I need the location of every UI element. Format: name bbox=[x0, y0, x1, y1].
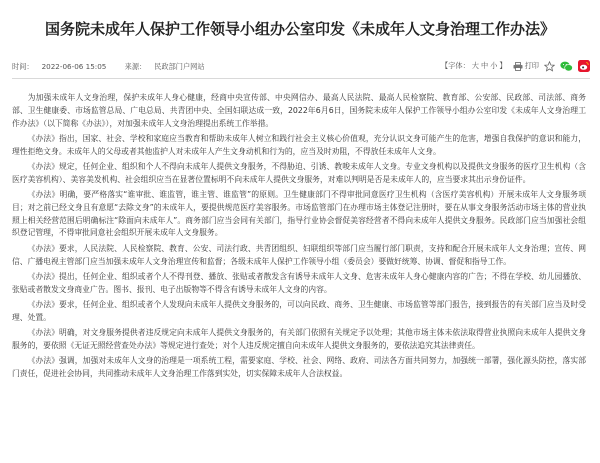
article-source bbox=[125, 62, 213, 71]
print-label: 打印 bbox=[524, 61, 539, 70]
article-tools bbox=[440, 60, 590, 72]
wechat-icon bbox=[560, 61, 573, 72]
favorite-button[interactable] bbox=[544, 61, 555, 72]
publish-time-label: 时间： bbox=[12, 62, 34, 71]
article-info bbox=[12, 62, 221, 72]
publish-time bbox=[12, 62, 114, 71]
article-paragraph: 《办法》要求，人民法院、人民检察院、教育、公安、司法行政、共青团组织、妇联组织等部门应当履行部门职责，支持和配合开展未成年人文身治理；宣传、网信、广播电视主管部门应当加强未成年人文身治理宣传和监督；各级未成年人保护工作领导小组（委员会）要做好统筹、协调、督促和指导工作。 bbox=[12, 243, 586, 266]
font-size-medium-link[interactable]: 中 bbox=[481, 61, 489, 70]
print-button[interactable] bbox=[513, 61, 539, 71]
star-icon bbox=[544, 61, 555, 72]
weibo-share-button[interactable] bbox=[578, 60, 590, 72]
article-paragraph: 《办法》规定，任何企业、组织和个人不得向未成年人提供文身服务，不得胁迫、引诱、教唆未成年人文身。专业文身机构以及提供文身服务的医疗卫生机构（含医疗美容机构）、美容美发机构、社会组织应当在显著位置标明不向未成年人提供文身服务，对难以判明是否是未成年人的，应当要求其出示身份证件。 bbox=[12, 161, 586, 184]
wechat-share-button[interactable] bbox=[560, 61, 573, 72]
font-size-label: 【字体： bbox=[441, 61, 470, 70]
article-paragraph: 《办法》明确，要严格落实“谁审批、谁监管，谁主管、谁监管”的原则。卫生健康部门不得审批同意医疗卫生机构（含医疗美容机构）开展未成年人文身服务项目；对之前已经文身且有意愿“去除文身”的未成年人，要提供规范医疗美容服务。市场监管部门在办理市场主体登记注册时，要在从事文身服务活动市场主体的营业执照上相关经营范围后明确标注“除面向未成年人”。商务部门应当会同有关部门，指导行业协会督促美容经营者不得向未成年人提供文身服务。民政部门应当加强社会组织登记管理，不得审批同意社会组织开展未成年人文身服务。 bbox=[12, 190, 586, 238]
article-paragraph: 《办法》要求，任何企业、组织或者个人发现向未成年人提供文身服务的，可以向民政、商务、卫生健康、市场监管等部门报告，接到报告的有关部门应当及时受理、处置。 bbox=[12, 299, 586, 322]
article-paragraph: 为加强未成年人文身治理，保护未成年人身心健康，经商中央宣传部、中央网信办、最高人民法院、最高人民检察院、教育部、公安部、民政部、司法部、商务部、卫生健康委、市场监管总局、广电总局、共青团中央、全国妇联达成一致，2022年6月6日，国务院未成年人保护工作领导小组办公室印发《未成年人文身治理工作办法》（以下简称《办法》），对加强未成年人文身治理提出系统工作举措。 bbox=[12, 93, 586, 128]
font-size-close: 】 bbox=[499, 61, 507, 70]
article-meta-bar bbox=[12, 60, 590, 74]
source-value: 民政部门户网站 bbox=[154, 62, 205, 71]
font-size-small-link[interactable]: 小 bbox=[490, 61, 498, 70]
source-label: 来源： bbox=[124, 62, 147, 71]
printer-icon bbox=[513, 62, 523, 71]
article-body bbox=[12, 92, 586, 383]
publish-time-value: 2022-06-06 15:05 bbox=[41, 62, 107, 71]
article-paragraph: 《办法》强调，加强对未成年人文身的治理是一项系统工程，需要家庭、学校、社会、网络、政府、司法各方面共同努力，加强统一部署，强化源头防控，落实部门责任，促进社会协同，共同推动未成年人文身治理工作落到实处，切实保障未成年人合法权益。 bbox=[12, 356, 586, 378]
article-paragraph: 《办法》提出，任何企业、组织或者个人不得刊登、播放、张贴或者散发含有诱导未成年人文身、危害未成年人身心健康内容的广告；不得在学校、幼儿园播放、张贴或者散发文身商业广告。图书、报刊、电子出版物等不得含有诱导未成年人文身的内容。 bbox=[12, 271, 586, 294]
article-paragraph: 《办法》指出，国家、社会、学校和家庭应当教育和帮助未成年人树立和践行社会主义核心价值观，充分认识文身可能产生的危害，增强自我保护的意识和能力，理性拒绝文身。未成年人的父母或者其他监护人对未成年人产生文身动机和行为的，应当及时劝阻，不得放任未成年人文身。 bbox=[12, 133, 586, 156]
weibo-icon bbox=[578, 60, 590, 72]
font-size-control bbox=[440, 61, 508, 71]
article-paragraph: 《办法》明确，对文身服务提供者违反规定向未成年人提供文身服务的，有关部门依照有关规定予以处理；其他市场主体未依法取得营业执照向未成年人提供文身服务的，要依照《无证无照经营查处办法》等规定进行查处；对个人违反规定擅自向未成年人提供文身服务的，要依法追究其法律责任。 bbox=[12, 328, 586, 350]
article-title: 国务院未成年人保护工作领导小组办公室印发《未成年人文身治理工作办法》 bbox=[44, 20, 555, 38]
font-size-large-link[interactable]: 大 bbox=[471, 61, 479, 70]
header-divider bbox=[12, 78, 590, 79]
